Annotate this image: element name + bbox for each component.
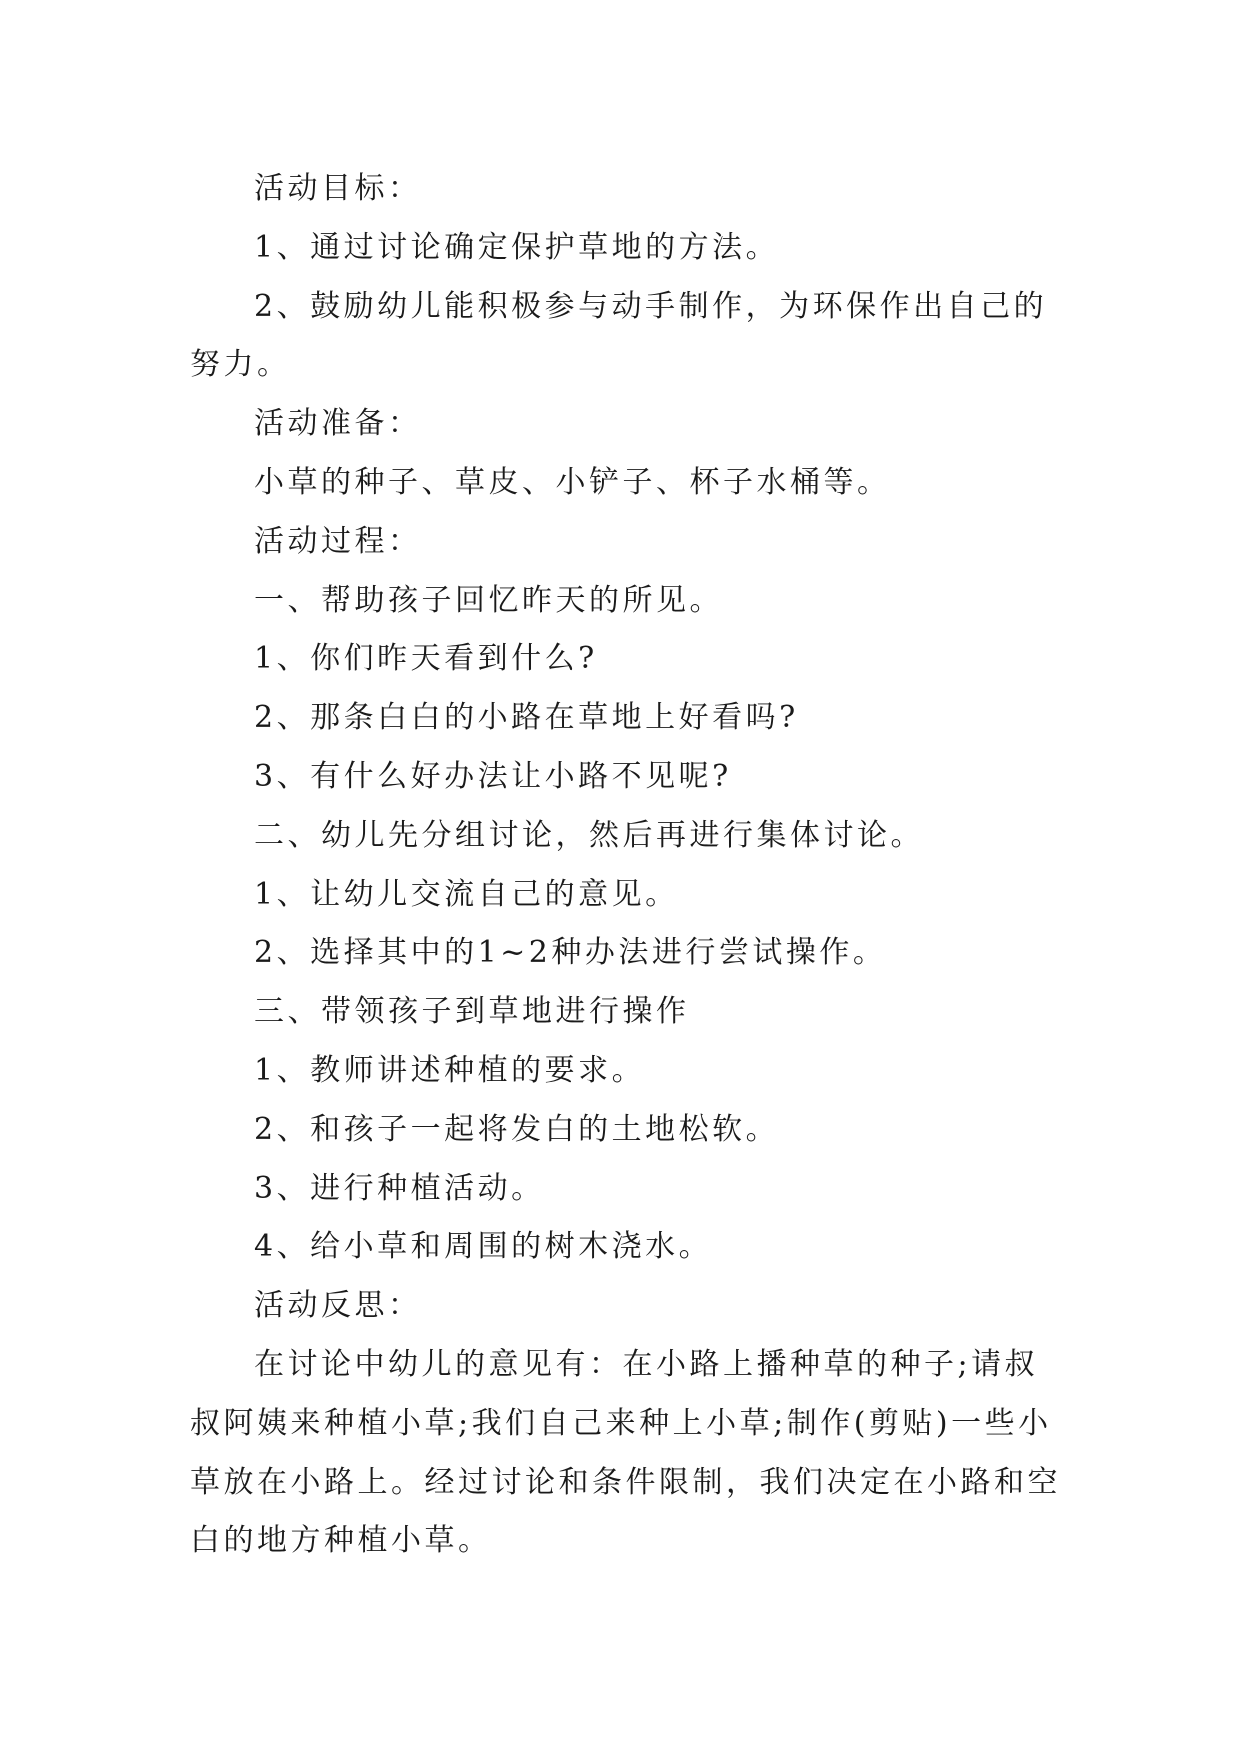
process-step-3-item-2: 2、和孩子一起将发白的土地松软。 [254,1111,780,1147]
process-step-2-heading: 二、幼儿先分组讨论，然后再进行集体讨论。 [254,817,924,853]
process-step-3-item-4: 4、给小草和周围的树木浇水。 [254,1229,713,1265]
process-step-1-item-2: 2、那条白白的小路在草地上好看吗? [254,700,799,736]
process-step-1-item-3: 3、有什么好办法让小路不见呢? [254,758,732,794]
section-heading-reflection: 活动反思： [254,1288,422,1324]
reflection-paragraph: 在讨论中幼儿的意见有：在小路上播种草的种子;请叔叔阿姨来种植小草;我们自己来种上小草;制作(剪贴)一些小草放在小路上。经过讨论和条件限制，我们决定在小路和空白的地方种植小草。 [190,1346,1061,1559]
process-step-2-item-2: 2、选择其中的1~2种办法进行尝试操作。 [254,935,887,971]
process-step-3-heading: 三、带领孩子到草地进行操作 [254,994,690,1030]
process-step-1-heading: 一、帮助孩子回忆昨天的所见。 [254,582,723,618]
section-heading-preparation: 活动准备： [254,406,422,442]
goal-item-2: 2、鼓励幼儿能积极参与动手制作，为环保作出自己的努力。 [190,288,1048,383]
document-body [190,160,1070,1571]
process-step-3-item-1: 1、教师讲述种植的要求。 [254,1052,646,1088]
process-step-1-item-1: 1、你们昨天看到什么? [254,641,598,677]
goal-item-1: 1、通过讨论确定保护草地的方法。 [254,229,780,265]
process-step-2-item-1: 1、让幼儿交流自己的意见。 [254,876,679,912]
section-heading-process: 活动过程： [254,523,422,559]
process-step-3-item-3: 3、进行种植活动。 [254,1170,545,1206]
preparation-materials: 小草的种子、草皮、小铲子、杯子水桶等。 [254,464,891,500]
section-heading-goals: 活动目标： [254,171,422,206]
